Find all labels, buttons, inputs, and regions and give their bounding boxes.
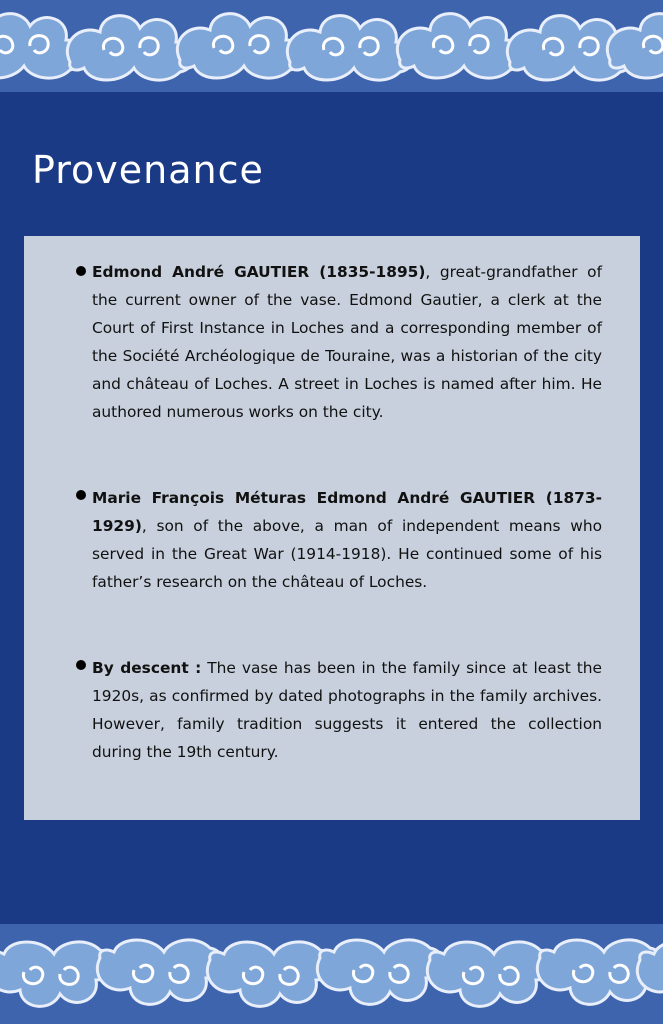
provenance-item xyxy=(92,258,602,426)
item-text: , son of the above, a man of independent means who served in the Great War (1914-1918). He continued some of his father’s research on the château of Loches. xyxy=(92,517,602,591)
cloud-scroll-ornament-icon xyxy=(0,0,663,92)
bullet-icon xyxy=(76,660,86,670)
item-name: By descent : xyxy=(92,659,202,677)
bottom-cloud-border xyxy=(0,924,663,1024)
item-name: Marie François Méturas Edmond André GAUTIER (1873-1929) xyxy=(92,489,602,535)
cloud-scroll-ornament-icon xyxy=(0,924,663,1024)
bullet-icon xyxy=(76,490,86,500)
item-text: , great-grandfather of the current owner of the vase. Edmond Gautier, a clerk at the Court of First Instance in Loches and a corresponding member of the Société Archéologique de Touraine, was a historian of the city and château of Loches. A street in Loches is named after him. He authored numerous works on the city. xyxy=(92,263,602,421)
item-name: Edmond André GAUTIER (1835-1895) xyxy=(92,263,426,281)
provenance-item xyxy=(92,484,602,596)
top-cloud-border xyxy=(0,0,663,92)
item-text: The vase has been in the family since at least the 1920s, as confirmed by dated photographs in the family archives. However, family tradition suggests it entered the collection during the 19th century. xyxy=(92,659,602,761)
page-title: Provenance xyxy=(32,148,264,192)
provenance-panel xyxy=(24,236,640,820)
provenance-item xyxy=(92,654,602,766)
bullet-icon xyxy=(76,266,86,276)
